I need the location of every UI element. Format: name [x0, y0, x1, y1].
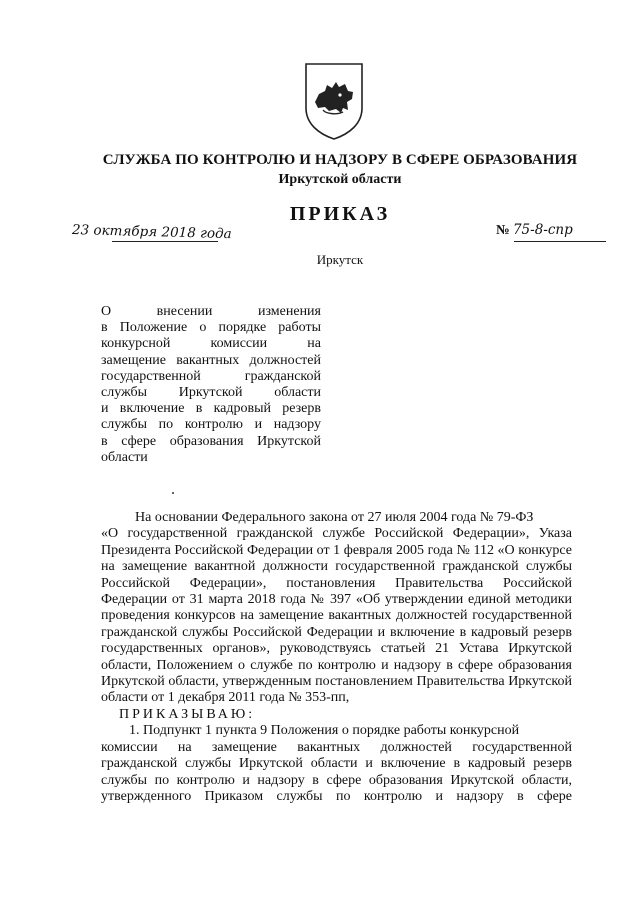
document-number [496, 222, 573, 238]
preamble-line: гражданской службы Российской Федерации и включение в кадровый резерв [101, 624, 572, 640]
preamble-line: проведения конкурсов на замещение вакантных должностей государственной [101, 608, 572, 624]
subject-line: службы Иркутской области [101, 385, 321, 401]
item-line: комиссии на замещение вакантных должностей государственной [101, 739, 572, 755]
preamble-line: «О государственной гражданской службе Российской Федерации», Указа [101, 526, 572, 542]
irkutsk-coat-of-arms-icon [303, 58, 365, 142]
preamble-line: На основании Федерального закона от 27 июля 2004 года № 79-ФЗ [135, 510, 534, 525]
preamble-line: государственных органов», руководствуясь статьей 21 Устава Иркутской [101, 641, 572, 657]
subject-line: в Положение о порядке работы [101, 320, 321, 336]
number-sign: № [496, 222, 510, 237]
preamble-line: на замещение вакантной должности государственной гражданской службы [101, 559, 572, 575]
subject-line: в сфере образования Иркутской [101, 433, 321, 449]
item-line: службы по контролю и надзору в сфере образования Иркутской области, [101, 772, 572, 788]
city-label: Иркутск [316, 252, 364, 267]
subject-line: государственной гражданской [101, 368, 321, 384]
handwritten-date: 23 октября 2018 года [71, 222, 232, 243]
scan-speck [172, 492, 174, 494]
order-word: ПРИКАЗЫВАЮ: [119, 706, 256, 722]
organization-title: СЛУЖБА ПО КОНТРОЛЮ И НАДЗОРУ В СФЕРЕ ОБРАЗОВАНИЯ [102, 152, 578, 168]
preamble-line: Президента Российской Федерации от 1 февраля 2005 года № 112 «О конкурсе [101, 542, 572, 558]
subject-block [101, 304, 321, 466]
order-body [101, 510, 572, 805]
subject-line: конкурсной комиссии на [101, 336, 321, 352]
subject-line: службы по контролю и надзору [101, 417, 321, 433]
preamble-line: области от 1 декабря 2011 года № 353-пп, [101, 690, 350, 706]
document-type-title: ПРИКАЗ [289, 203, 391, 225]
preamble-line: Федерации от 31 марта 2018 года № 397 «Об утверждении единой методики [101, 592, 572, 608]
preamble-line: Российской Федерации», постановления Правительства Российской [101, 575, 572, 591]
handwritten-number: 75-8-спр [512, 222, 573, 238]
subject-line: области [101, 449, 148, 465]
subject-line: О внесении изменения [101, 304, 321, 319]
subject-line: замещение вакантных должностей [101, 352, 321, 368]
item-line: гражданской службы Иркутской области и включение в кадровый резерв [101, 756, 572, 772]
date-underline [112, 241, 218, 242]
item-line: 1. Подпункт 1 пункта 9 Положения о порядке работы конкурсной [129, 723, 520, 739]
preamble-line: области, Положением о службе по контролю и надзору в сфере образования [101, 657, 572, 673]
subject-line: и включение в кадровый резерв [101, 401, 321, 417]
number-underline [514, 241, 606, 242]
preamble-line: Иркутской области, утвержденным постановлением Правительства Иркутской [101, 674, 572, 690]
region-subtitle: Иркутской области [278, 172, 402, 187]
item-line: утвержденного Приказом службы по контролю и надзору в сфере [101, 788, 572, 804]
